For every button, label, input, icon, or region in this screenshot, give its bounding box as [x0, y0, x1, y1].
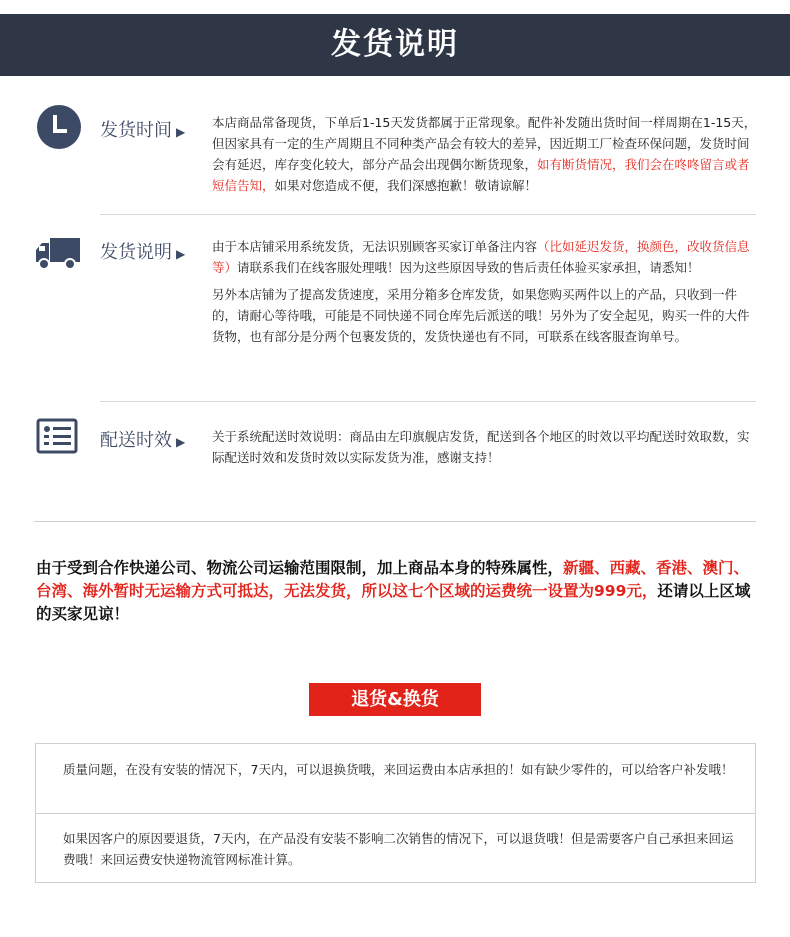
divider — [36, 813, 755, 814]
return-policy-item: 质量问题，在没有安装的情况下，7天内，可以退换货哦，来回运费由本店承担的！如有缺少零件的，可以给客户补发哦！ — [63, 762, 734, 777]
page-title: 发货说明 — [331, 27, 459, 62]
section-text: 由于本店铺采用系统发货，无法识别顾客买家订单备注内容（比如延迟发货，换颜色，改收货信息等）请联系我们在线客服处理哦！因为这些原因导致的售后责任体验买家承担，请悉知！ 另外本店铺为了提高发货速度，采用分箱多仓库发货，如果您购买两件以上的产品，只收到一件的，请耐心等待哦，可能是不同快递不同仓库先后派送的哦！另外为了安全起见，购买一件的大件货物，也有部分是分两个包裹发货的，发货快递也有不同，可联系在线客服查询单号。 — [212, 236, 758, 347]
return-policy-box — [35, 743, 756, 883]
page-title-banner — [0, 14, 790, 76]
arrow-right-icon: ▶ — [176, 247, 186, 261]
region-notice: 由于受到合作快递公司、物流公司运输范围限制，加上商品本身的特殊属性，新疆、西藏、香港、澳门、台湾、海外暂时无运输方式可抵达，无法发货，所以这七个区域的运费统一设置为999元，还请以上区域的买家见谅！ — [36, 559, 751, 623]
section-text: 关于系统配送时效说明：商品由左印旗舰店发货，配送到各个地区的时效以平均配送时效取数，实际配送时效和发货时效以实际发货为准，感谢支持！ — [212, 429, 750, 465]
divider — [100, 401, 756, 402]
arrow-right-icon: ▶ — [176, 125, 186, 139]
section-text: 本店商品常备现货，下单后1-15天发货都属于正常现象。配件补发随出货时间一样周期在1-15天，但因家具有一定的生产周期且不同种类产品会有较大的差异，因近期工厂检查环保问题，发货时间会有延迟，库存变化较大，部分产品会出现偶尔断货现象，如有断货情况，我们会在咚咚留言或者短信告知，如果对您造成不便，我们深感抱歉！敬请谅解！ — [212, 115, 757, 193]
divider — [100, 214, 756, 215]
return-exchange-button[interactable]: 退货&换货 — [309, 683, 481, 716]
document-list-icon — [36, 418, 78, 458]
section-label: 配送时效 ▶ — [100, 430, 186, 451]
clock-icon — [36, 104, 82, 154]
arrow-right-icon: ▶ — [176, 435, 186, 449]
divider — [34, 521, 756, 522]
section-label: 发货说明 ▶ — [100, 242, 186, 263]
section-label: 发货时间 ▶ — [100, 120, 186, 141]
section-text-paragraph: 另外本店铺为了提高发货速度，采用分箱多仓库发货，如果您购买两件以上的产品，只收到一件的，请耐心等待哦，可能是不同快递不同仓库先后派送的哦！另外为了安全起见，购买一件的大件货物，也有部分是分两个包裹发货的，发货快递也有不同，可联系在线客服查询单号。 — [212, 287, 750, 344]
truck-icon — [34, 236, 82, 276]
return-policy-item: 如果因客户的原因要退货，7天内，在产品没有安装不影响二次销售的情况下，可以退货哦！但是需要客户自己承担来回运费哦！来回运费安快递物流管网标准计算。 — [63, 831, 734, 867]
